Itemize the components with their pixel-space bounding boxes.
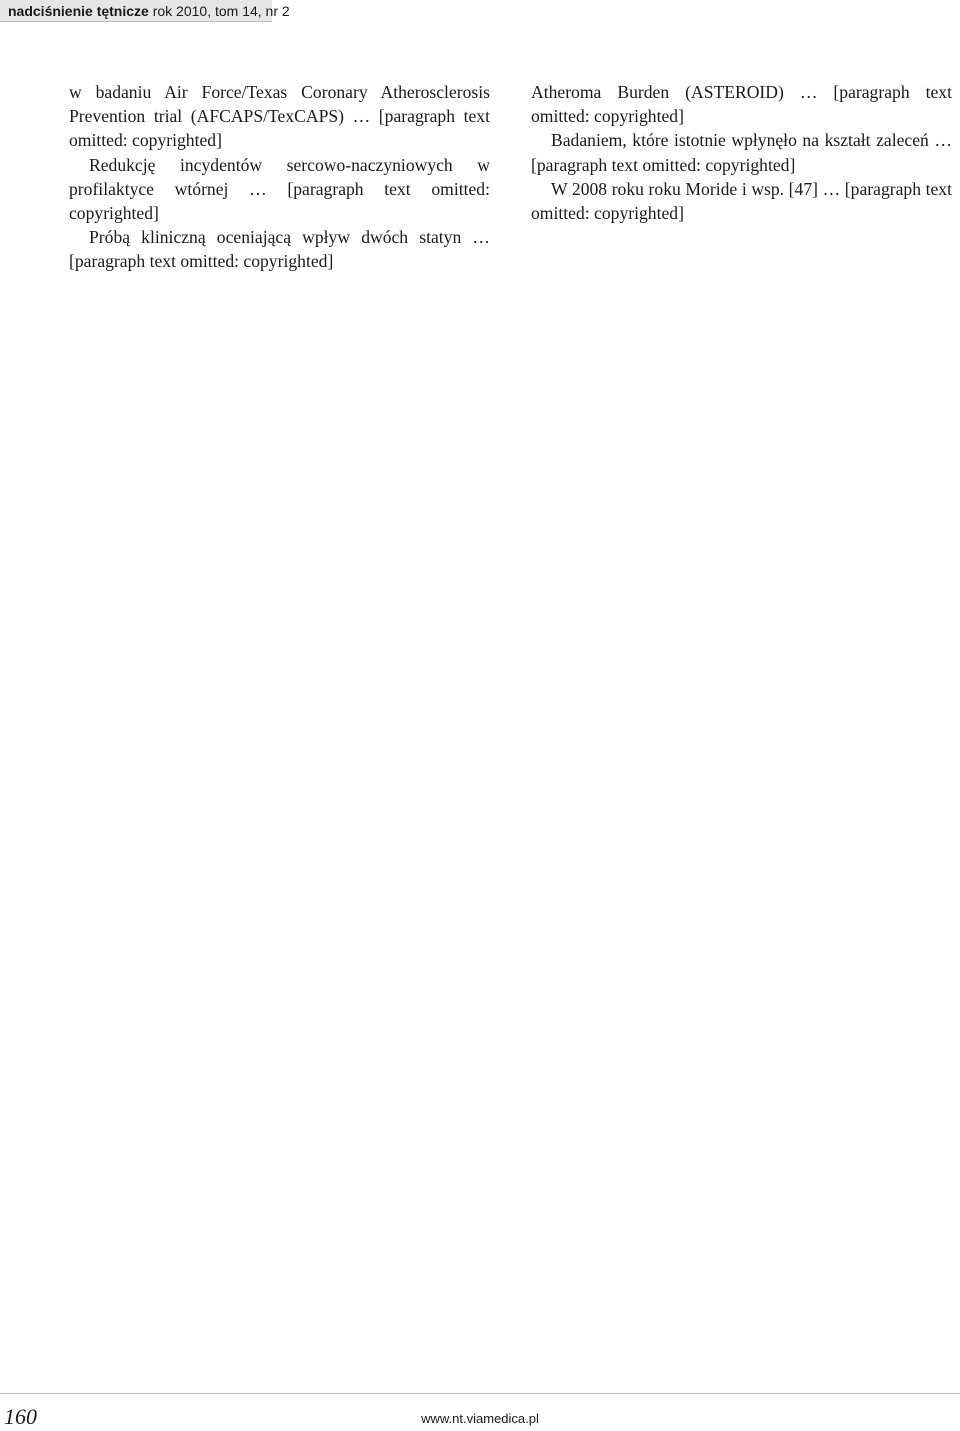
paragraph: Redukcję incydentów sercowo-naczyniowych w profilaktyce wtórnej … [paragraph text omitted: copyrighted] [69,154,490,224]
paragraph: Próbą kliniczną oceniającą wpływ dwóch statyn … [paragraph text omitted: copyrighted] [69,227,490,272]
journal-url: www.nt.viamedica.pl [421,1411,539,1426]
running-header [0,0,960,24]
paragraph: w badaniu Air Force/Texas Coronary Atherosclerosis Prevention trial (AFCAPS/TexCAPS) … [paragraph text omitted: copyrighted] [69,82,490,151]
paragraph: W 2008 roku roku Moride i wsp. [47] … [paragraph text omitted: copyrighted] [531,178,952,224]
right-column [531,80,952,225]
journal-header-tab [0,0,290,22]
paragraph: Atheroma Burden (ASTEROID) … [paragraph text omitted: copyrighted] [531,82,952,127]
page-number: 160 [4,1404,37,1429]
paragraph: Badaniem, które istotnie wpłynęło na kształt zaleceń … [paragraph text omitted: copyrighted] [531,130,952,175]
journal-name: nadciśnienie tętnicze [8,3,149,19]
footer-rule [0,1393,960,1394]
issue-info: rok 2010, tom 14, nr 2 [152,3,290,19]
left-column [69,80,490,274]
